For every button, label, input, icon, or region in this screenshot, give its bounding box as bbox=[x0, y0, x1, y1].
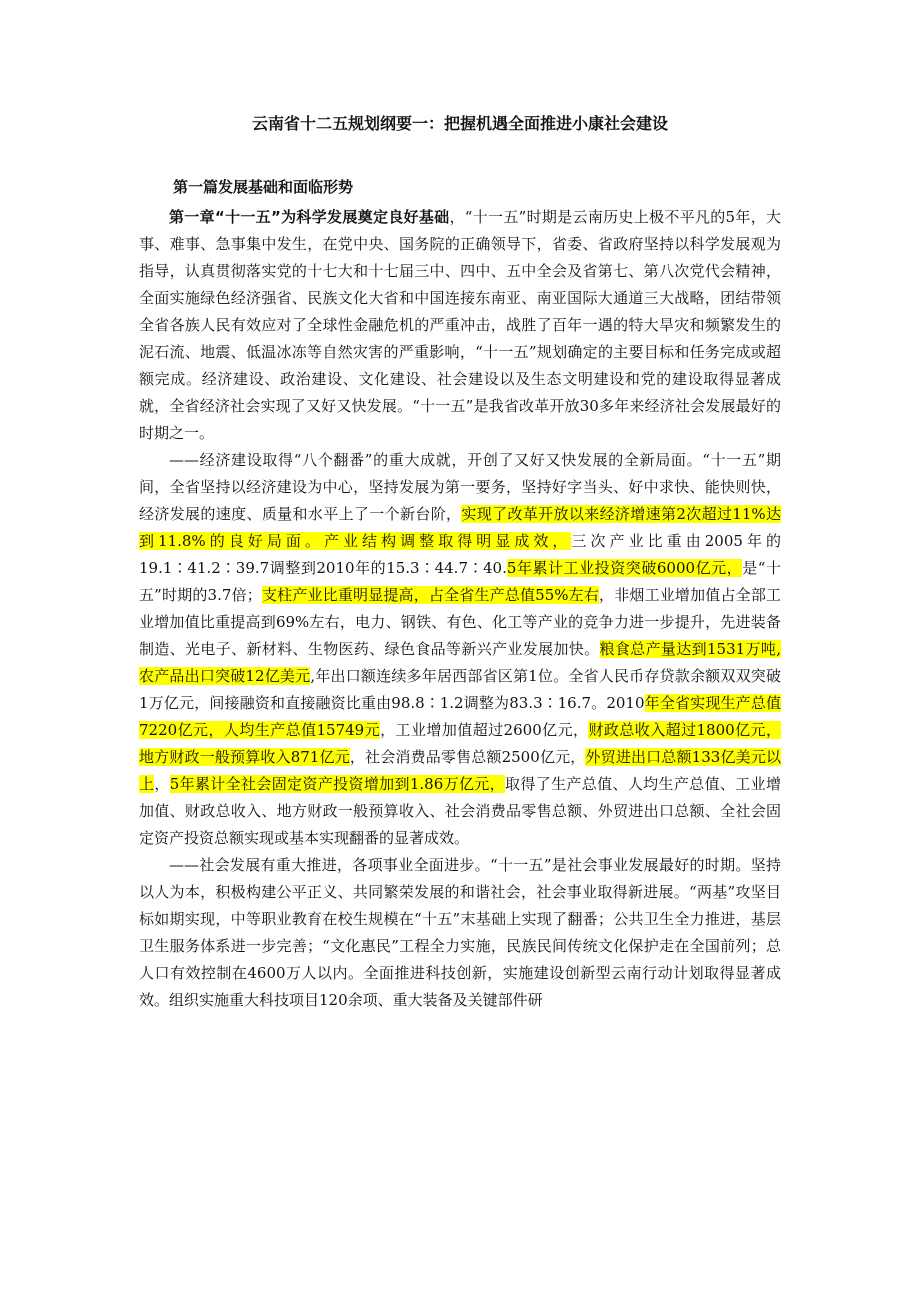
paragraph-text: ,年出口额连续多年居西部省区第1位。全省人民币存贷款余额双双突破1万亿元，间接融资和直接融资比重由98.8∶1.2调整为83.3∶16.7。2010 bbox=[139, 667, 781, 712]
section-heading: 第一篇发展基础和面临形势 bbox=[173, 178, 354, 196]
highlighted-text: 5年累计全社会固定资产投资增加到1.86万亿元， bbox=[169, 775, 506, 793]
paragraph-text: ，社会消费品零售总额2500亿元， bbox=[349, 748, 586, 766]
paragraph-3 bbox=[139, 852, 781, 1014]
paragraph-text: ，“十一五”时期是云南历史上极不平凡的5年，大事、难事、急事集中发生，在党中央、国务院的正确领导下，省委、省政府坚持以科学发展观为指导，认真贯彻落实党的十七大和十七届三中、四中、五中全会及省第七、第八次党代会精神，全面实施绿色经济强省、民族文化大省和中国连接东南亚、南亚国际大通道三大战略，团结带领全省各族人民有效应对了全球性金融危机的严重冲击，战胜了百年一遇的特大旱灾和频繁发生的泥石流、地震、低温冰冻等自然灾害的严重影响，“十一五”规划确定的主要目标和任务完成或超额完成。经济建设、政治建设、文化建设、社会建设以及生态文明建设和党的建设取得显著成就，全省经济社会实现了又好又快发展。“十一五”是我省改革开放30多年来经济社会发展最好的时期之一。 bbox=[139, 208, 782, 442]
paragraph-2 bbox=[139, 447, 781, 852]
highlighted-text: 实现了改革开放以来经济增速第2次超过11%达到11.8%的良好局面。产业结构调整取得明显成效， bbox=[139, 505, 781, 550]
paragraph-text: ， bbox=[154, 775, 170, 793]
paragraph-text: 是“十五”时期的3.7倍； bbox=[139, 559, 781, 604]
highlighted-text: 5年累计工业投资突破6000亿元， bbox=[506, 559, 743, 577]
highlighted-text: 粮食总产量达到1531万吨,农产品出口突破12亿美元 bbox=[139, 640, 781, 685]
highlighted-text: 财政总收入超过1800亿元，地方财政一般预算收入871亿元 bbox=[139, 721, 781, 766]
paragraph-text: 取得了生产总值、人均生产总值、工业增加值、财政总收入、地方财政一般预算收入、社会消费品零售总额、外贸进出口总额、全社会固定资产投资总额实现或基本实现翻番的显著成效。 bbox=[139, 775, 781, 847]
highlighted-text: 支柱产业比重明显提高，占全省生产总值55%左右 bbox=[261, 586, 600, 604]
paragraph-text: ，工业增加值超过2600亿元， bbox=[380, 721, 589, 739]
highlighted-text: 年全省实现生产总值7220亿元，人均生产总值15749元 bbox=[139, 694, 781, 739]
chapter-heading: 第一章“十一五”为科学发展奠定良好基础 bbox=[169, 208, 450, 226]
highlighted-text: 外贸进出口总额133亿美元以上 bbox=[139, 748, 781, 793]
paragraph-text: 三次产业比重由2005年的19.1∶41.2∶39.7调整到2010年的15.3∶44.7∶40. bbox=[139, 532, 781, 577]
document-body bbox=[139, 204, 781, 1014]
document-title: 云南省十二五规划纲要一：把握机遇全面推进小康社会建设 bbox=[251, 114, 668, 133]
paragraph-text: ，非烟工业增加值占全部工业增加值比重提高到69%左右，电力、钢铁、有色、化工等产业的竞争力进一步提升，先进装备制造、光电子、新材料、生物医药、绿色食品等新兴产业发展加快。 bbox=[139, 586, 782, 658]
paragraph-1 bbox=[139, 204, 781, 447]
paragraph-text: ——经济建设取得“八个翻番”的重大成就，开创了又好又快发展的全新局面。“十一五”期间，全省坚持以经济建设为中心，坚持发展为第一要务，坚持好字当头、好中求快、能快则快，经济发展的速度、质量和水平上了一个新台阶， bbox=[139, 451, 781, 523]
paragraph-text: ——社会发展有重大推进，各项事业全面进步。“十一五”是社会事业发展最好的时期。坚持以人为本，积极构建公平正义、共同繁荣发展的和谐社会，社会事业取得新进展。“两基”攻坚目标如期实现，中等职业教育在校生规模在“十五”末基础上实现了翻番；公共卫生全力推进，基层卫生服务体系进一步完善；“文化惠民”工程全力实施，民族民间传统文化保护走在全国前列；总人口有效控制在4600万人以内。全面推进科技创新，实施建设创新型云南行动计划取得显著成效。组织实施重大科技项目120余项、重大装备及关键部件研 bbox=[139, 856, 781, 1009]
